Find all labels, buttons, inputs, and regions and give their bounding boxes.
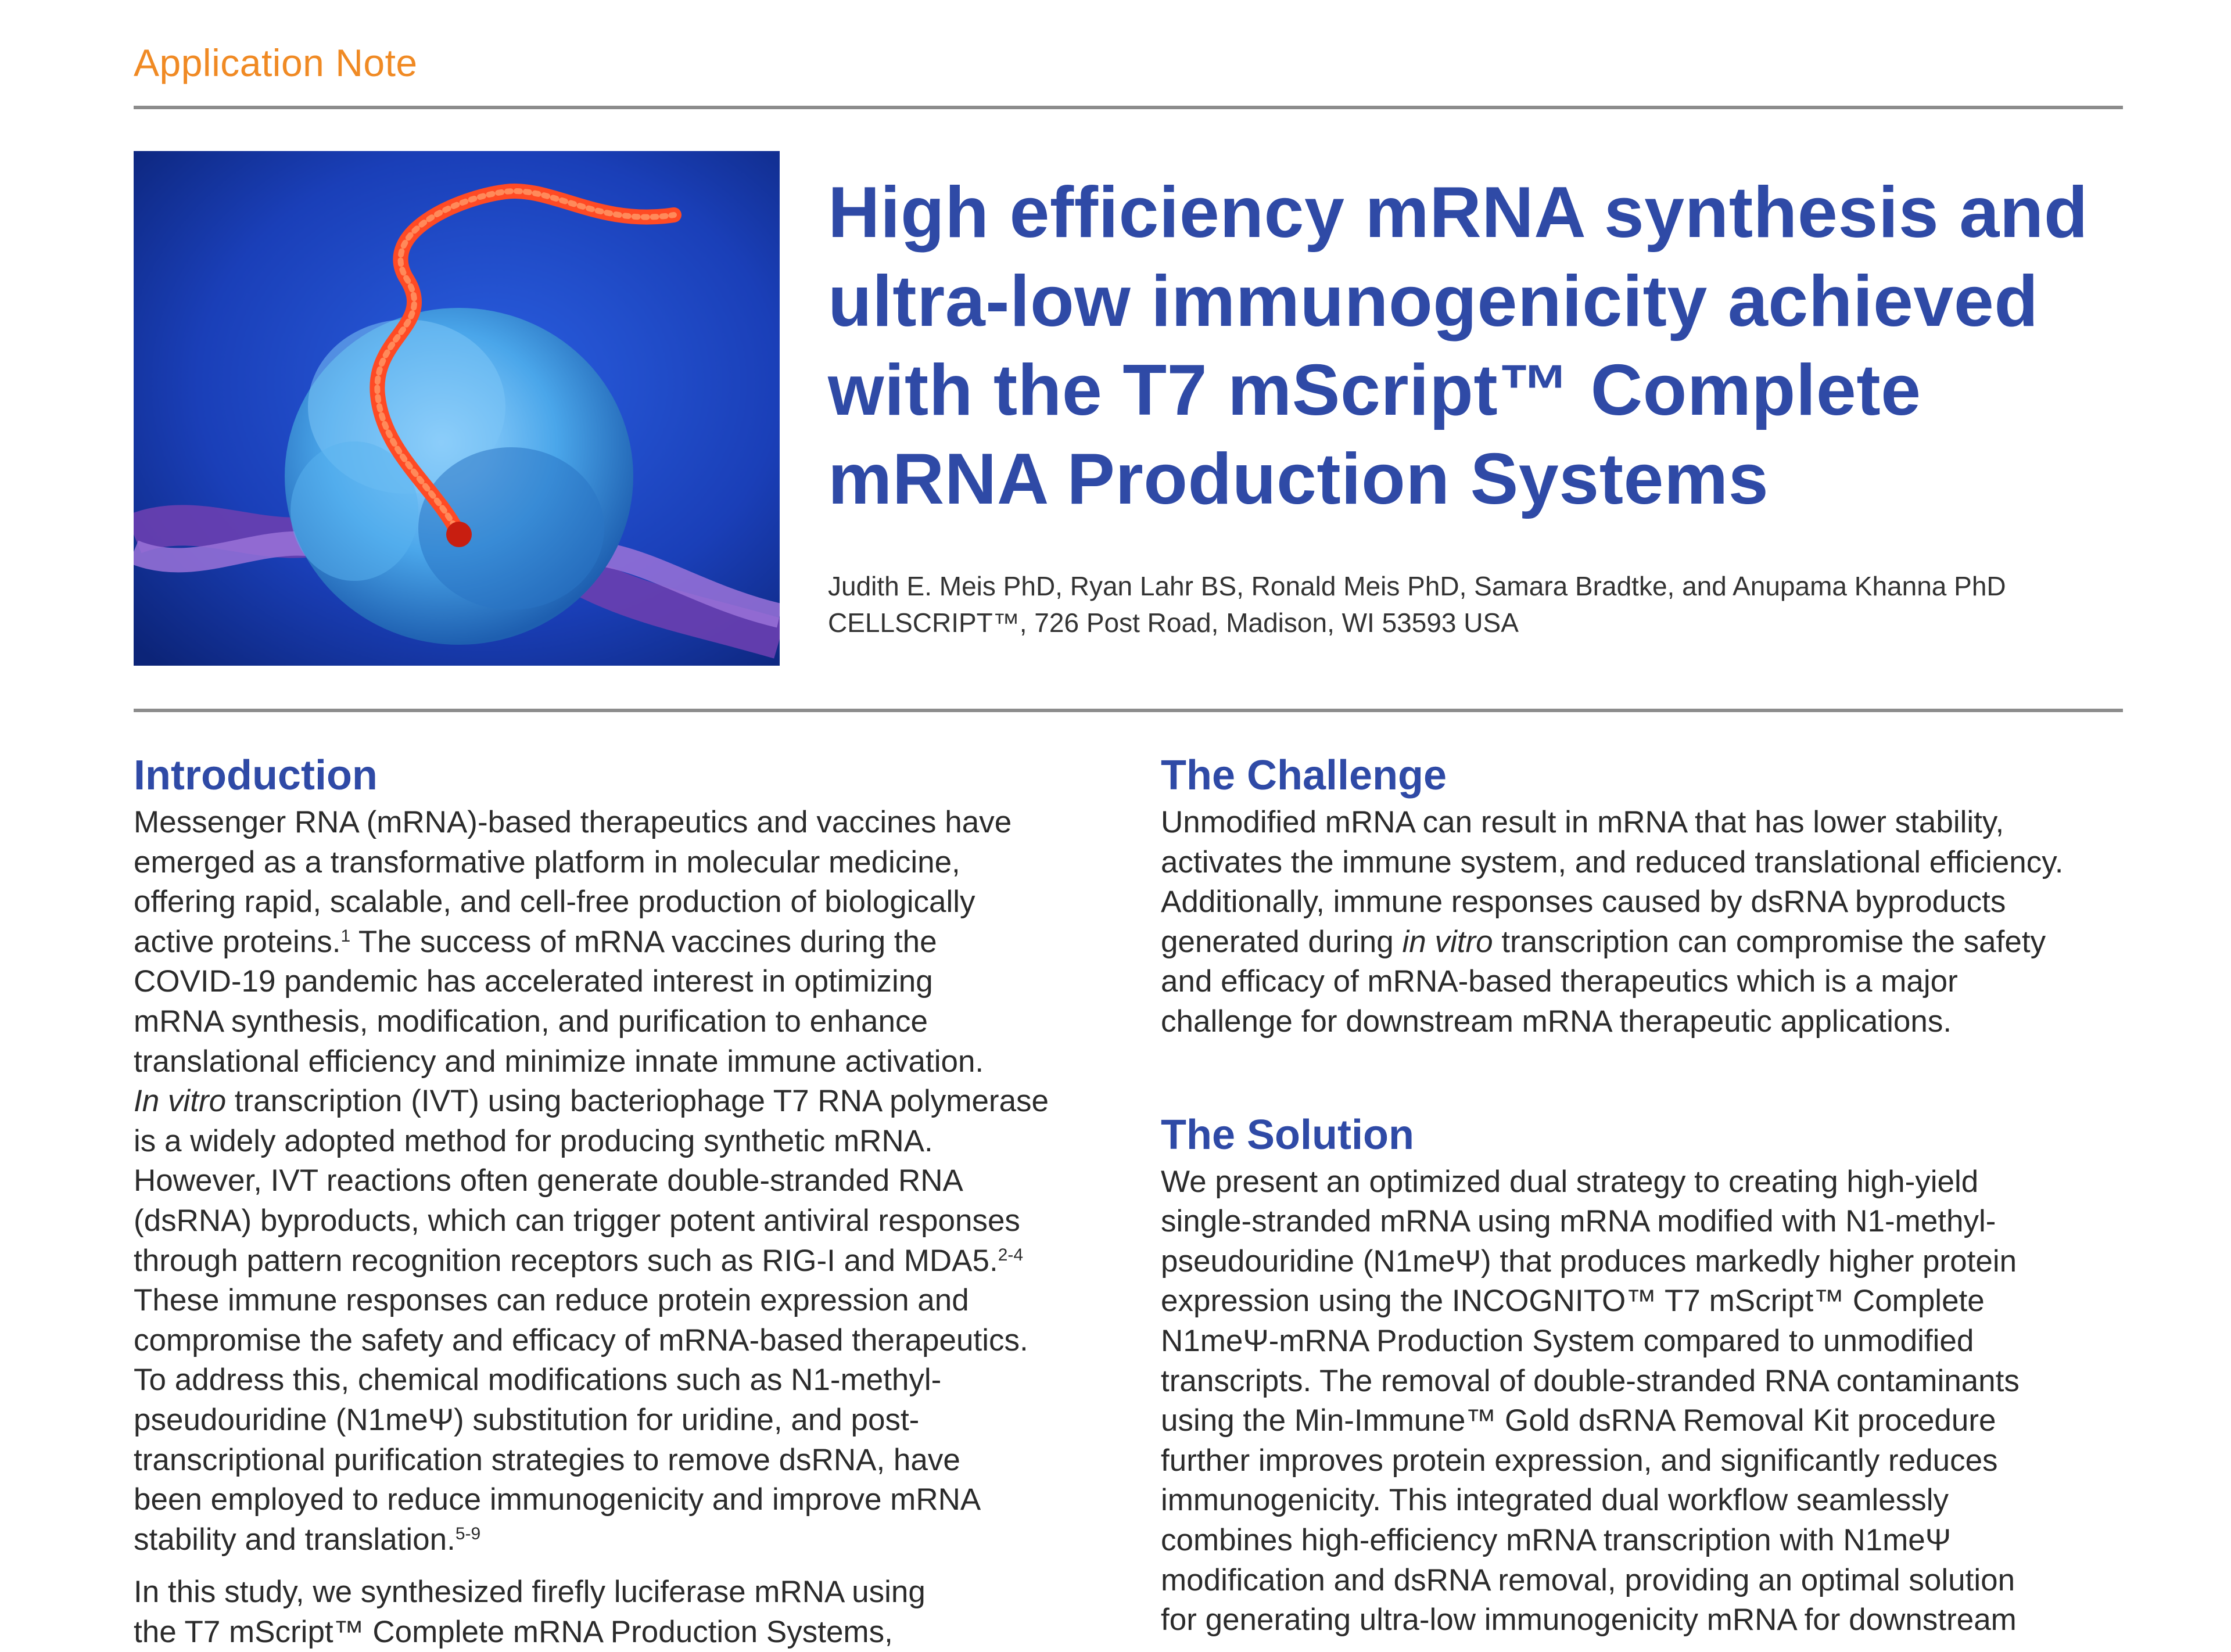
italic-term: in vitro [1402, 924, 1493, 959]
right-column [1161, 749, 2128, 1640]
text-line: emerged as a transformative platform in molecular medicine, [134, 845, 960, 879]
text-line: pseudouridine (N1meΨ) substitution for uridine, and post- [134, 1402, 920, 1437]
text-line: mRNA synthesis, modification, and purification to enhance [134, 1004, 928, 1039]
text-segment: transcription (IVT) using bacteriophage T7 RNA polymerase [226, 1084, 1049, 1119]
author-block [828, 568, 2129, 641]
introduction-paragraph-2 [134, 1572, 1101, 1652]
text-line: challenge for downstream mRNA therapeutic applications. [1161, 1004, 1952, 1039]
text-line [134, 1082, 1101, 1122]
text-line: transcripts. The removal of double-stranded RNA contaminants [1161, 1363, 2020, 1398]
text-line: We present an optimized dual strategy to creating high-yield [1161, 1164, 1979, 1199]
introduction-heading: Introduction [134, 752, 378, 799]
text-line: single-stranded mRNA using mRNA modified with N1-methyl- [1161, 1204, 1996, 1239]
text-segment: active proteins. [134, 924, 341, 959]
italic-term: In vitro [134, 1084, 227, 1119]
reference-superscript: 5-9 [455, 1524, 481, 1543]
text-segment: transcription can compromise the safety [1493, 924, 2046, 959]
affiliation: CELLSCRIPT™, 726 Post Road, Madison, WI 53593 USA [828, 608, 1519, 638]
solution-heading: The Solution [1161, 1111, 1414, 1158]
text-line: Unmodified mRNA can result in mRNA that has lower stability, [1161, 805, 2004, 839]
text-line: offering rapid, scalable, and cell-free production of biologically [134, 885, 975, 920]
title-line: ultra-low immunogenicity achieved [828, 261, 2039, 342]
text-line: modification and dsRNA removal, providing an optimal solution [1161, 1563, 2015, 1597]
title-line: with the T7 mScript™ Complete [828, 350, 1921, 430]
text-line: for generating ultra-low immunogenicity mRNA for downstream [1161, 1603, 2017, 1637]
text-line: further improves protein expression, and significantly reduces [1161, 1443, 1998, 1478]
text-segment: stability and translation. [134, 1522, 455, 1557]
text-line: Messenger RNA (mRNA)-based therapeutics and vaccines have [134, 805, 1012, 839]
text-segment: The success of mRNA vaccines during the [350, 924, 937, 959]
title-line: High efficiency mRNA synthesis and [828, 173, 2089, 253]
text-line: Additionally, immune responses caused by dsRNA byproducts [1161, 885, 2006, 920]
text-line: combines high-efficiency mRNA transcription with N1meΨ [1161, 1522, 1951, 1557]
solution-paragraph [1161, 1162, 2128, 1640]
text-line: is a widely adopted method for producing synthetic mRNA. [134, 1123, 933, 1158]
text-line: using the Min-Immune™ Gold dsRNA Removal Kit procedure [1161, 1403, 1996, 1438]
left-column [134, 749, 1101, 1652]
text-line [134, 1520, 1101, 1560]
application-note-label: Application Note [134, 41, 418, 84]
document-title [828, 168, 2129, 524]
section-divider [134, 709, 2123, 712]
text-line: expression using the INCOGNITO™ T7 mScript™ Complete [1161, 1284, 1985, 1319]
text-line: These immune responses can reduce protein expression and [134, 1283, 969, 1318]
text-line: compromise the safety and efficacy of mRNA-based therapeutics. [134, 1323, 1028, 1357]
reference-superscript: 1 [340, 926, 351, 946]
text-line: the T7 mScript™ Complete mRNA Production Systems, [134, 1614, 893, 1649]
text-line [134, 1241, 1101, 1281]
text-line: immunogenicity. This integrated dual workflow seamlessly [1161, 1483, 1949, 1518]
text-segment: generated during [1161, 924, 1403, 959]
challenge-heading: The Challenge [1161, 752, 1447, 799]
title-line: mRNA Production Systems [828, 439, 1769, 519]
text-line: (dsRNA) byproducts, which can trigger potent antiviral responses [134, 1203, 1020, 1238]
text-line: In this study, we synthesized firefly luciferase mRNA using [134, 1575, 926, 1610]
text-line: transcriptional purification strategies to remove dsRNA, have [134, 1442, 960, 1477]
text-line [134, 922, 1101, 963]
top-divider [134, 106, 2123, 109]
hero-illustration-rna-polymerase [134, 151, 780, 666]
author-list: Judith E. Meis PhD, Ryan Lahr BS, Ronald Meis PhD, Samara Bradtke, and Anupama Khanna PhD [828, 571, 2006, 601]
text-line: been employed to reduce immunogenicity and improve mRNA [134, 1482, 981, 1517]
text-line: and efficacy of mRNA-based therapeutics which is a major [1161, 964, 1958, 999]
text-segment: through pattern recognition receptors such as RIG-I and MDA5. [134, 1243, 998, 1278]
text-line: However, IVT reactions often generate double-stranded RNA [134, 1163, 963, 1198]
text-line: To address this, chemical modifications such as N1-methyl- [134, 1363, 942, 1398]
text-line: pseudouridine (N1meΨ) that produces markedly higher protein [1161, 1244, 2017, 1278]
reference-superscript: 2-4 [998, 1245, 1024, 1265]
section-gap [1161, 1042, 2128, 1109]
text-line: N1meΨ-mRNA Production System compared to unmodified [1161, 1323, 1974, 1358]
challenge-paragraph [1161, 803, 2128, 1042]
text-line: activates the immune system, and reduced translational efficiency. [1161, 845, 2064, 879]
paragraph-gap [134, 1560, 1101, 1572]
text-line [1161, 922, 2128, 963]
text-line: translational efficiency and minimize innate immune activation. [134, 1044, 984, 1079]
text-line: COVID-19 pandemic has accelerated interest in optimizing [134, 964, 933, 999]
introduction-paragraph-1 [134, 803, 1101, 1560]
